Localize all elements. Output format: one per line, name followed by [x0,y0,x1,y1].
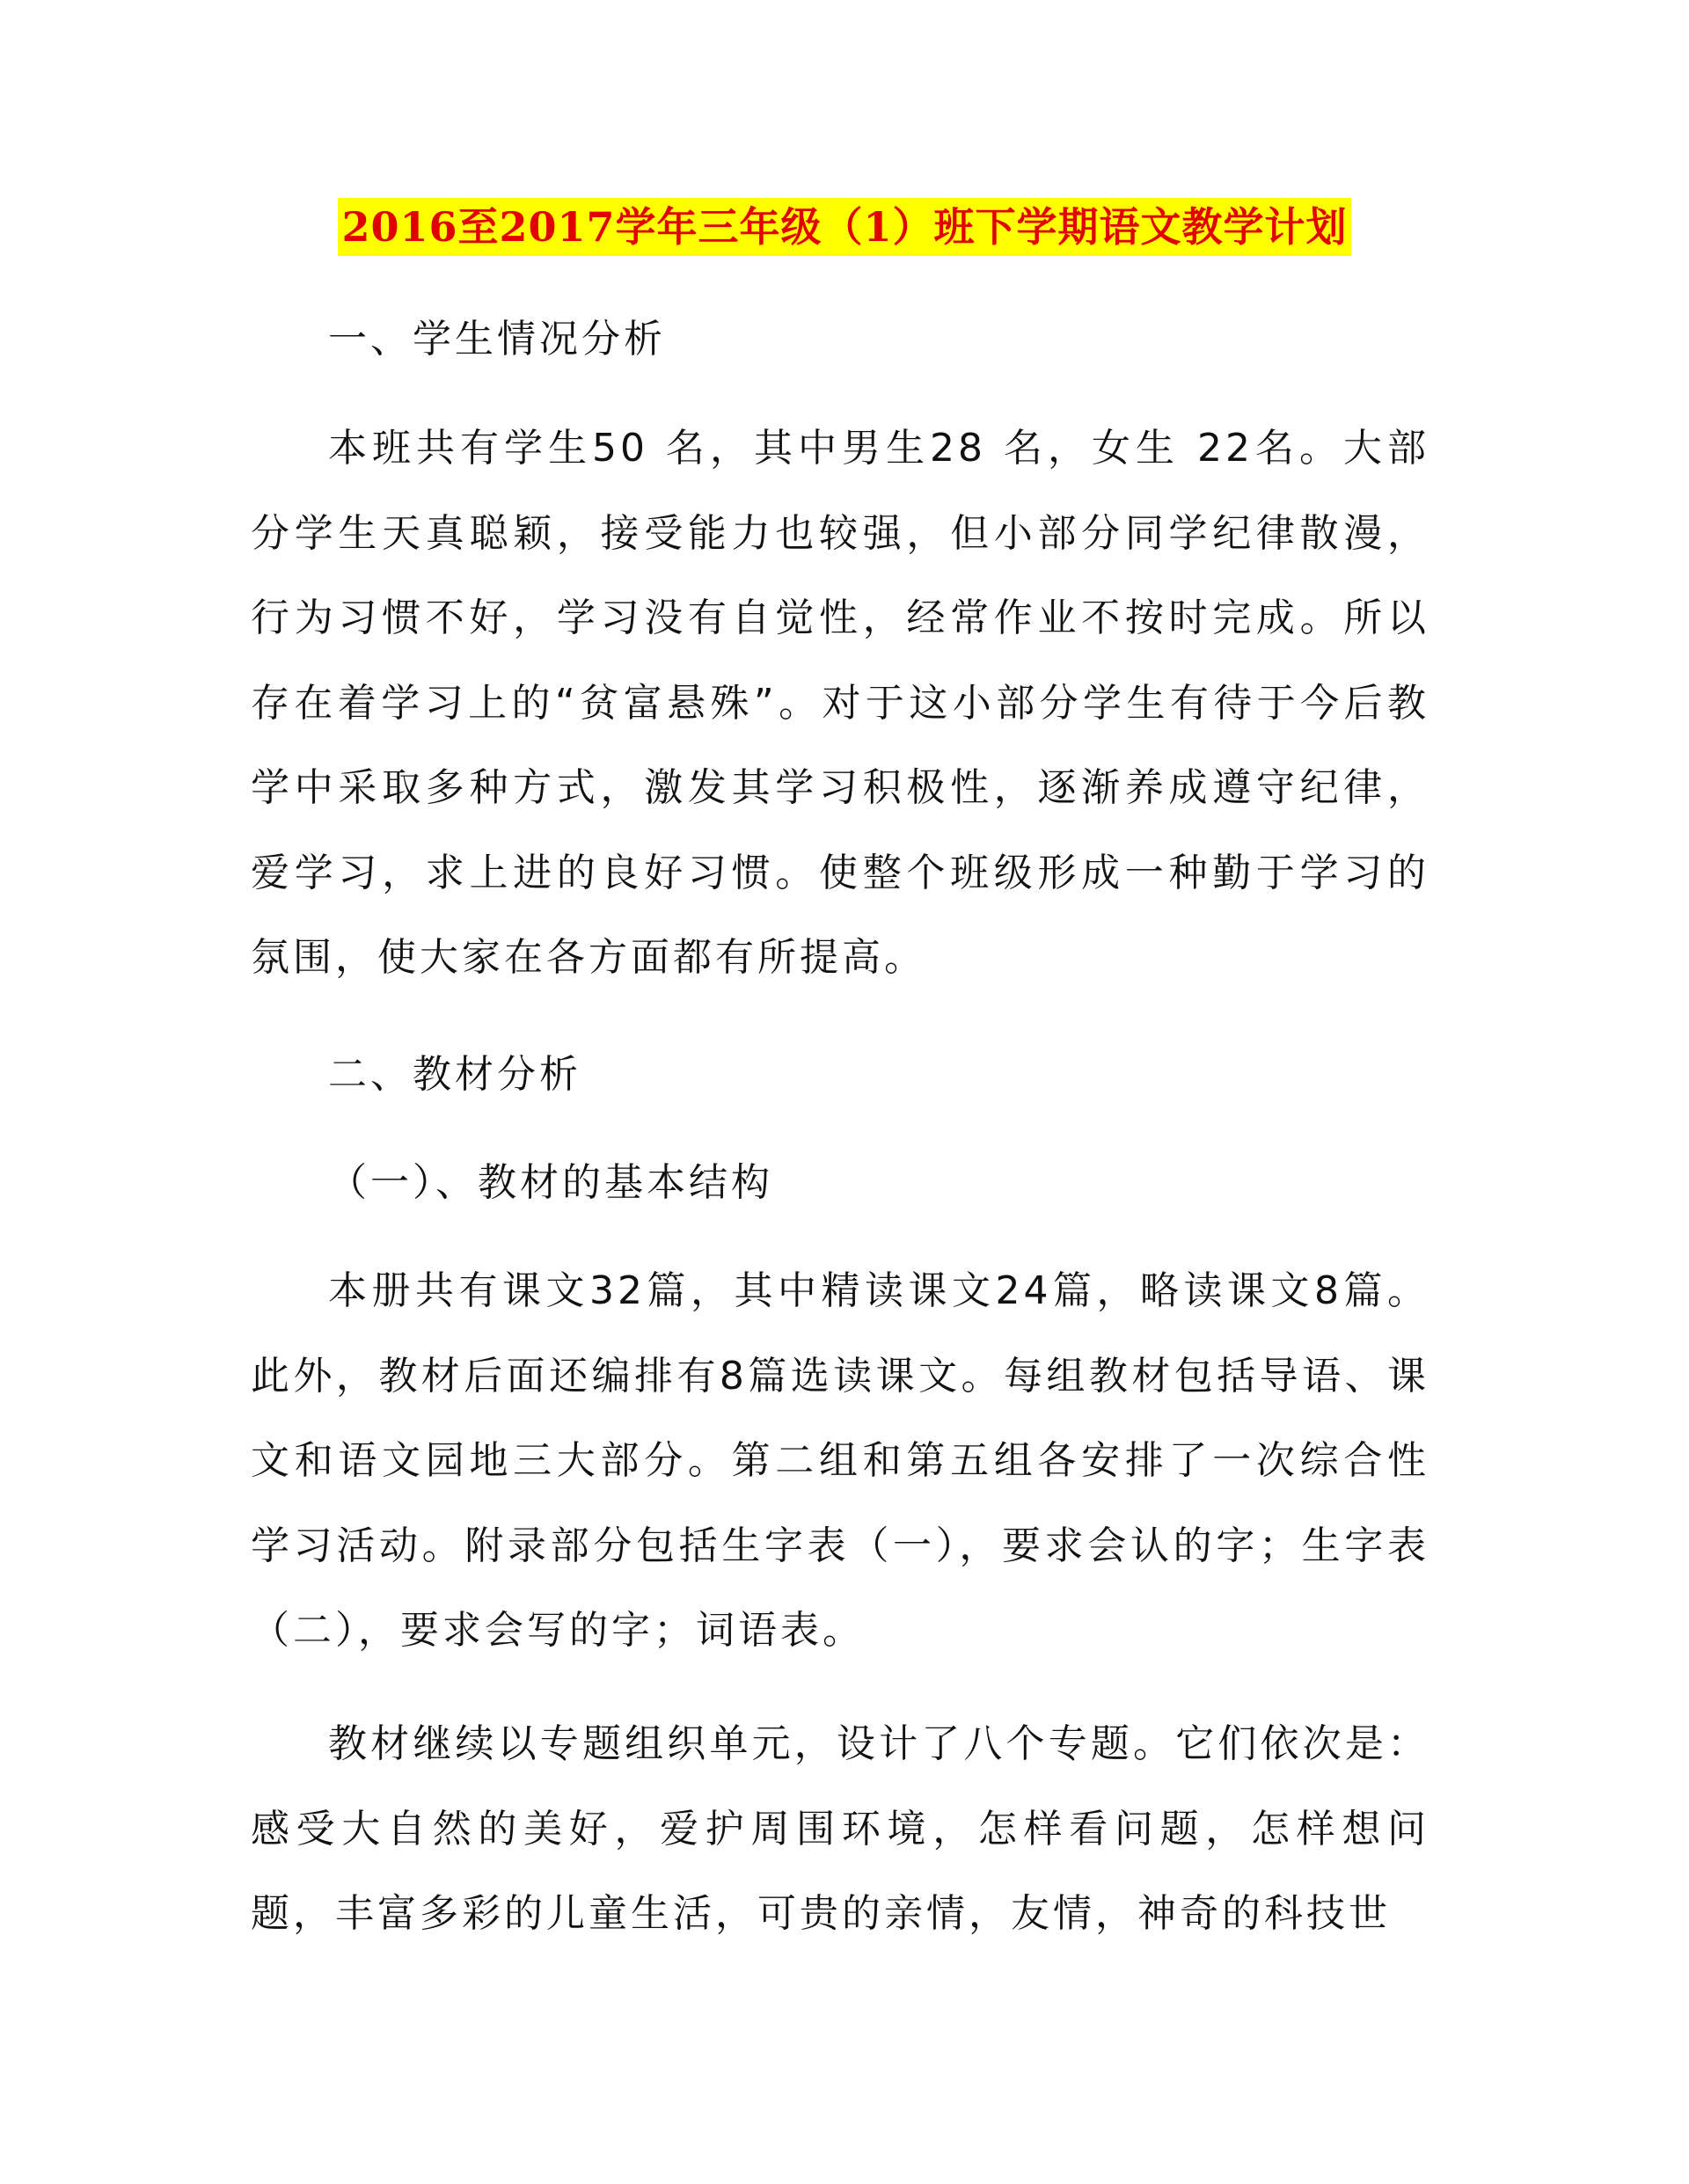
paragraph-textbook-themes: 教材继续以专题组织单元，设计了八个专题。它们依次是：感受大自然的美好，爱护周围环境，怎样看问题，怎样想问题，丰富多彩的儿童生活，可贵的亲情，友情，神奇的科技世 [251,1721,1429,1936]
title-container [0,198,1689,256]
subsection-heading-textbook-structure: （一）、教材的基本结构 [328,1160,773,1205]
paragraph-student-analysis: 本班共有学生50 名，其中男生28 名，女生 22名。大部分学生天真聪颖，接受能力也较强，但小部分同学纪律散漫，行为习惯不好，学习没有自觉性，经常作业不按时完成。所以存在着学习上的“贫富悬殊”。对于这小部分学生有待于今后教学中采取多种方式，激发其学习积极性，逐渐养成遵守纪律，爱学习，求上进的良好习惯。使整个班级形成一种勤于学习的氛围，使大家在各方面都有所提高。 [251,426,1429,980]
document-title: 2016至2017学年三年级（1）班下学期语文教学计划 [338,198,1350,256]
section-heading-textbook-analysis: 二、教材分析 [328,1052,581,1097]
paragraph-textbook-structure: 本册共有课文32篇，其中精读课文24篇，略读课文8篇。此外，教材后面还编排有8篇选读课文。每组教材包括导语、课文和语文园地三大部分。第二组和第五组各安排了一次综合性学习活动。附录部分包括生字表（一），要求会认的字；生字表（二），要求会写的字；词语表。 [251,1268,1429,1653]
section-heading-student-analysis: 一、学生情况分析 [328,317,666,362]
